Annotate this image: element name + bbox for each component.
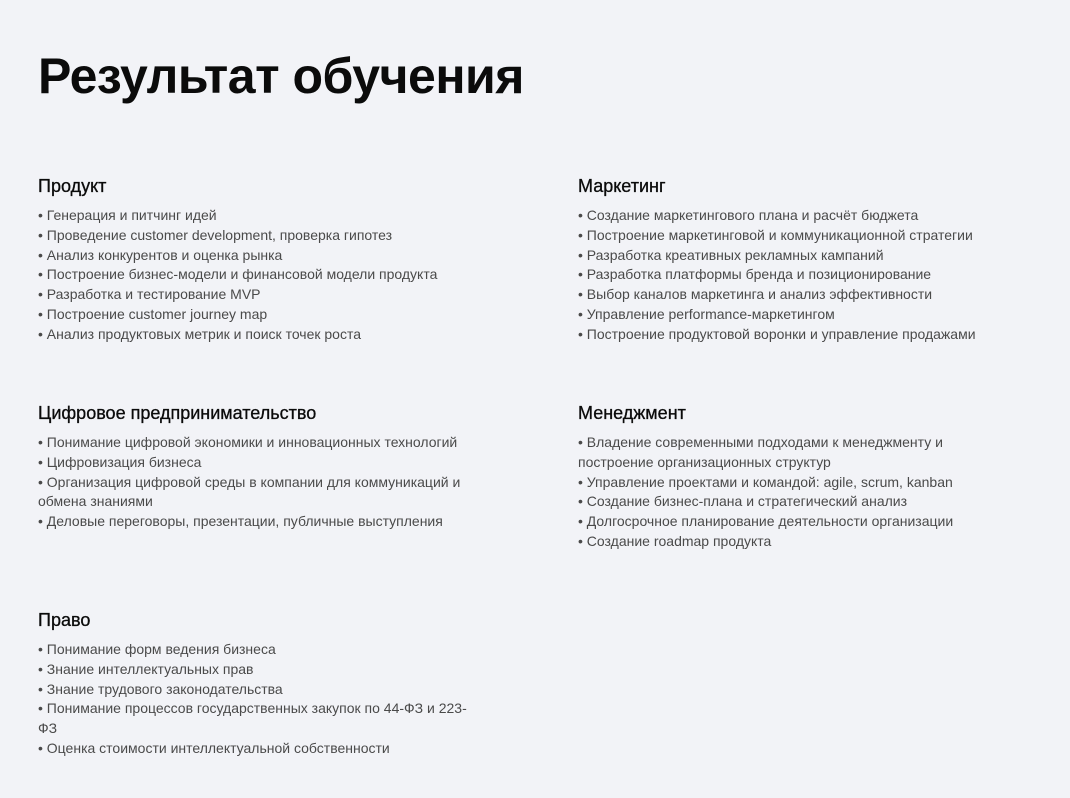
list-item: • Создание маркетингового плана и расчёт бюджета: [578, 206, 1048, 226]
list-item: • Создание бизнес-плана и стратегический анализ: [578, 492, 988, 512]
section-heading: Цифровое предпринимательство: [38, 403, 317, 423]
outcome-list: [38, 206, 528, 345]
list-item: • Понимание процессов государственных закупок по 44-ФЗ и 223-ФЗ: [38, 699, 478, 739]
section-marketing: [578, 175, 1048, 345]
section-product: [38, 175, 528, 345]
list-item: • Разработка и тестирование MVP: [38, 285, 528, 305]
list-item: • Знание интеллектуальных прав: [38, 660, 478, 680]
list-item: • Построение продуктовой воронки и управление продажами: [578, 325, 1048, 345]
list-item: • Проведение customer development, проверка гипотез: [38, 226, 528, 246]
list-item: • Понимание цифровой экономики и инновационных технологий: [38, 433, 498, 453]
list-item: • Построение customer journey map: [38, 305, 528, 325]
list-item: • Разработка креативных рекламных кампаний: [578, 246, 1048, 266]
list-item: • Выбор каналов маркетинга и анализ эффективности: [578, 285, 1048, 305]
list-item: • Управление проектами и командой: agile, scrum, kanban: [578, 473, 988, 493]
section-law: [38, 609, 478, 759]
list-item: • Генерация и питчинг идей: [38, 206, 528, 226]
list-item: • Знание трудового законодательства: [38, 680, 478, 700]
list-item: • Создание roadmap продукта: [578, 532, 988, 552]
list-item: • Анализ продуктовых метрик и поиск точек роста: [38, 325, 528, 345]
list-item: • Построение бизнес-модели и финансовой модели продукта: [38, 265, 528, 285]
list-item: • Деловые переговоры, презентации, публичные выступления: [38, 512, 498, 532]
list-item: • Цифровизация бизнеса: [38, 453, 498, 473]
section-heading: Менеджмент: [578, 403, 686, 423]
list-item: • Разработка платформы бренда и позиционирование: [578, 265, 1048, 285]
outcome-list: [578, 433, 988, 552]
outcome-list: [578, 206, 1048, 345]
list-item: • Оценка стоимости интеллектуальной собственности: [38, 739, 478, 759]
list-item: • Управление performance-маркетингом: [578, 305, 1048, 325]
list-item: • Построение маркетинговой и коммуникационной стратегии: [578, 226, 1048, 246]
section-heading: Продукт: [38, 176, 107, 196]
section-digital-entrepreneurship: [38, 402, 498, 532]
page-title: Результат обучения: [38, 48, 524, 104]
list-item: • Организация цифровой среды в компании для коммуникаций и обмена знаниями: [38, 473, 498, 513]
section-heading: Право: [38, 610, 91, 630]
section-heading: Маркетинг: [578, 176, 666, 196]
list-item: • Понимание форм ведения бизнеса: [38, 640, 478, 660]
section-management: [578, 402, 988, 552]
outcome-list: [38, 640, 478, 759]
outcome-list: [38, 433, 498, 532]
list-item: • Владение современными подходами к менеджменту и построение организационных структур: [578, 433, 988, 473]
list-item: • Долгосрочное планирование деятельности организации: [578, 512, 988, 532]
list-item: • Анализ конкурентов и оценка рынка: [38, 246, 528, 266]
